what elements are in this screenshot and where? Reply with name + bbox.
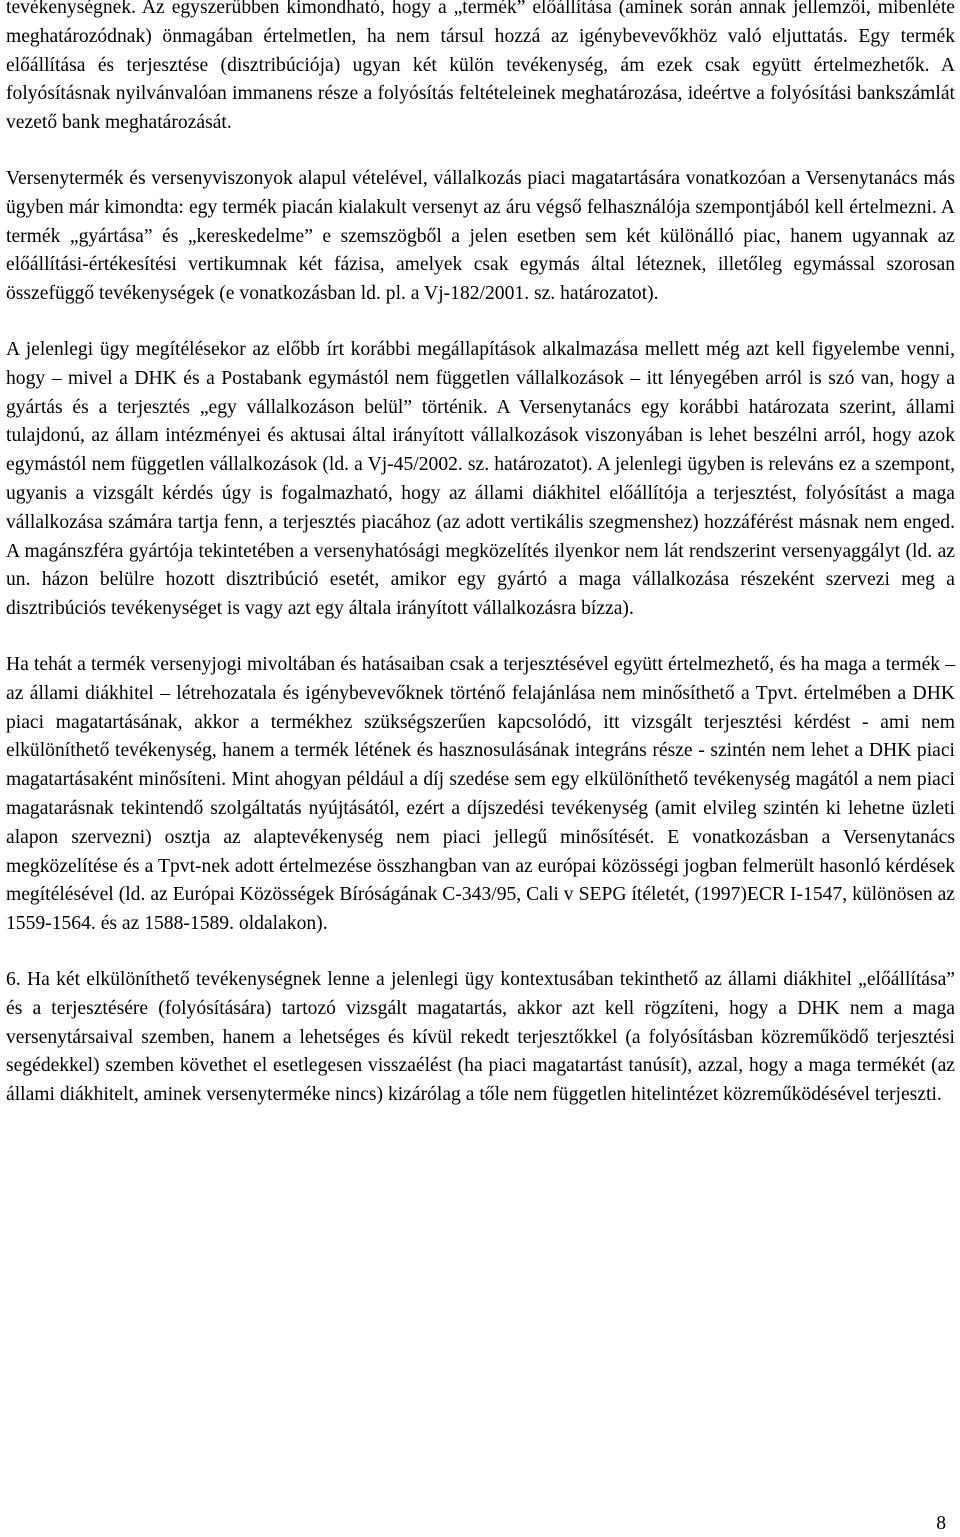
document-page	[6, 0, 955, 1137]
page-number: 8	[936, 1513, 946, 1534]
paragraph-4: Ha tehát a termék versenyjogi mivoltában és hatásaiban csak a terjesztésével együtt értelmezhető, és ha maga a termék – az állami diákhitel – létrehozatala és igénybevevőknek történő felajánlása nem minősíthető a Tpvt. értelmében a DHK piaci magatartásának, akkor a termékhez szükségszerűen kapcsolódó, itt vizsgált terjesztési kérdést - ami nem elkülöníthető tevékenység, hanem a termék létének és hasznosulásának integráns része - szintén nem lehet a DHK piaci magatartásaként minősíteni. Mint ahogyan például a díj szedése sem egy elkülöníthető tevékenység magától a nem piaci magatarásnak tekintendő szolgáltatás nyújtásától, ezért a díjszedési tevékenység (amit elvileg szintén ki lehetne üzleti alapon szervezni) osztja az alaptevékenység nem piaci jellegű minősítését. E vonatkozásban a Versenytanács megközelítése és a Tpvt-nek adott értelmezése összhangban van az európai közösségi jogban felmerült hasonló kérdések megítélésével (ld. az Európai Közösségek Bíróságának C-343/95, Cali v SEPG ítéletét, (1997)ECR I-1547, különösen az 1559-1564. és az 1588-1589. oldalakon).	[6, 653, 955, 935]
paragraph-2: Versenytermék és versenyviszonyok alapul vételével, vállalkozás piaci magatartására vonatkozóan a Versenytanács más ügyben már kimondta: egy termék piacán kialakult versenyt az áru végső felhasználója szempontjából kell értelmezni. A termék „gyártása” és „kereskedelme” e szemszögből a jelen esetben sem két különálló piac, hanem ugyannak az előállítási-értékesítési vertikumnak két fázisa, amelyek csak egymás által léteznek, illetőleg egymással szorosan összefüggő tevékenységek (e vonatkozásban ld. pl. a Vj-182/2001. sz. határozatot).	[6, 167, 955, 305]
paragraph-5: 6. Ha két elkülöníthető tevékenységnek lenne a jelenlegi ügy kontextusában tekinthető az állami diákhitel „előállítása” és a terjesztésére (folyósítására) tartozó vizsgált magatartás, akkor azt kell rögzíteni, hogy a DHK nem a maga versenytársaival szemben, hanem a lehetséges és kívül rekedt terjesztőkkel (a folyósításban közreműködő terjesztési segédekkel) szemben követhet el esetlegesen visszaélést (ha piaci magatartást tanúsít), azzal, hogy a maga termékét (az állami diákhitelt, aminek versenyterméke nincs) kizárólag a tőle nem független hitelintézet közreműködésével terjeszti.	[6, 968, 955, 1106]
paragraph-1: tevékenységnek. Az egyszerűbben kimondható, hogy a „termék” előállítása (aminek során annak jellemzői, mibenléte meghatározódnak) önmagában értelmetlen, ha nem társul hozzá az igénybevevőkhöz való eljuttatás. Egy termék előállítása és terjesztése (disztribúciója) ugyan két külön tevékenység, ám ezek csak együtt értelmezhetők. A folyósításnak nyilvánvalóan immanens része a folyósítás feltételeinek meghatározása, ideértve a folyósítási bankszámlát vezető bank meghatározását.	[6, 0, 955, 134]
paragraph-3: A jelenlegi ügy megítélésekor az előbb írt korábbi megállapítások alkalmazása mellett még azt kell figyelembe venni, hogy – mivel a DHK és a Postabank egymástól nem független vállalkozások – itt lényegében arról is szó van, hogy a gyártás és a terjesztés „egy vállalkozáson belül” történik. A Versenytanács egy korábbi határozata szerint, állami tulajdonú, az állam intézményei és aktusai által irányított vállalkozások viszonyában is lehet beszélni arról, hogy azok egymástól nem független vállalkozások (ld. a Vj-45/2002. sz. határozatot). A jelenlegi ügyben is releváns ez a szempont, ugyanis a vizsgált kérdés úgy is fogalmazható, hogy az állami diákhitel előállítója a terjesztést, folyósítást a maga vállalkozása számára tartja fenn, a terjesztés piacához (az adott vertikális szegmenshez) hozzáférést másnak nem enged. A magánszféra gyártója tekintetében a versenyhatósági megközelítés ilyenkor nem lát rendszerint versenyaggályt (ld. az un. házon belülre hozott disztribúció esetét, amikor egy gyártó a maga vállalkozása részeként szervezi meg a disztribúciós tevékenységet is vagy azt egy általa irányított vállalkozásra bízza).	[6, 338, 955, 620]
